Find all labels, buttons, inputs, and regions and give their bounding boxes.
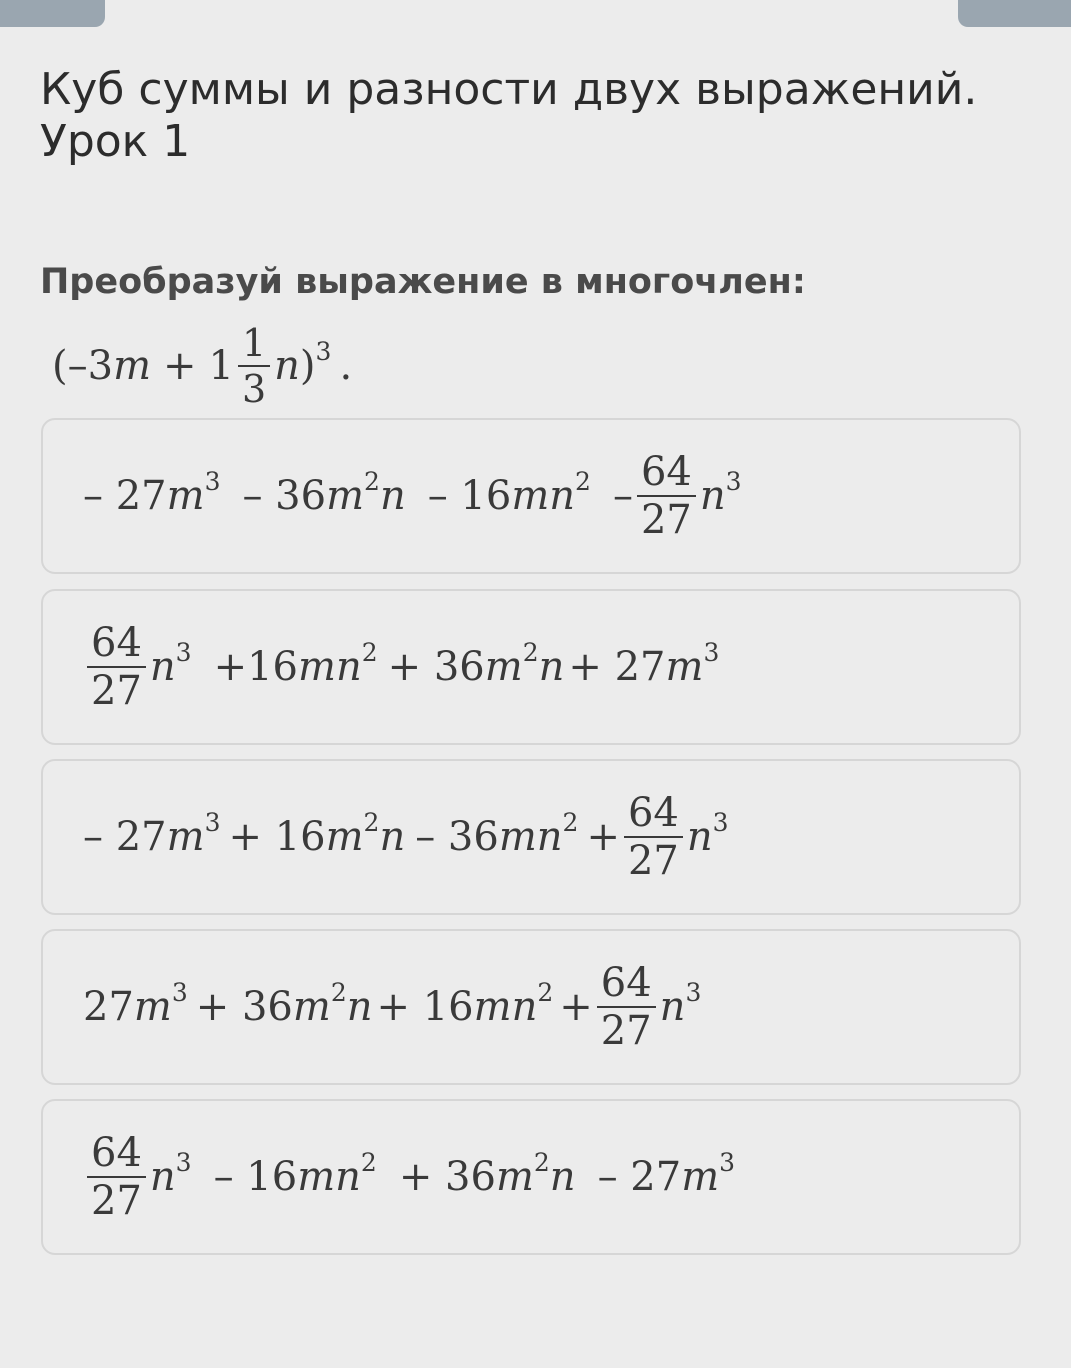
answer-option-2[interactable] — [41, 589, 1021, 745]
term-var: n — [346, 984, 373, 1030]
option-5-formula: $\frac{64}{27}$ n $^3$ – 16 m n $^2$ + 36 m $^2$ n – 27 m $^3$ — [83, 1101, 735, 1253]
term-var: m — [133, 984, 172, 1030]
term-var: n — [379, 473, 406, 519]
term-coef: – 27 — [83, 473, 167, 519]
frac-num: 64 — [91, 1130, 142, 1176]
term-coef: – 16 — [213, 1154, 298, 1200]
term-var: m — [166, 473, 205, 519]
expr-whole: 1 — [208, 343, 234, 389]
frac-den: 27 — [624, 836, 683, 881]
term-var: m — [473, 984, 512, 1030]
expr-frac-num: 1 — [241, 321, 267, 365]
top-left-tab[interactable] — [0, 0, 105, 27]
term-coef: + 16 — [228, 814, 326, 860]
term-coef: – 16 — [427, 473, 512, 519]
term-coef: – 36 — [242, 473, 327, 519]
task-expression: ( – 3 m + 1 $\frac{1}{3}$ n ) $^3$ . — [52, 321, 353, 411]
term-var: n — [379, 814, 406, 860]
expr-open-paren: ( — [52, 343, 68, 389]
term-var: m — [297, 1154, 336, 1200]
term-coef: – 36 — [415, 814, 499, 860]
option-1-formula: – 27 m $^3$ – 36 m $^2$ n – 16 m n $^2$ – $\frac{64}{27}$ n $^3$ — [83, 449, 742, 543]
expr-var-m: m — [113, 343, 151, 389]
term-var: n — [699, 473, 726, 519]
option-3-formula: – 27 m $^3$ + 16 m $^2$ n – 36 m n $^2$ + $\frac{64}{27}$ n $^3$ — [83, 790, 729, 884]
term-fraction — [87, 1130, 146, 1224]
term-coef: – 27 — [83, 814, 167, 860]
expr-minus: – — [67, 343, 88, 389]
term-coef: +16 — [213, 644, 298, 690]
term-coef: + 36 — [387, 644, 485, 690]
frac-den: 27 — [597, 1006, 656, 1051]
expr-period: . — [339, 343, 353, 389]
term-sign: – — [612, 473, 633, 519]
frac-den: 27 — [637, 495, 696, 540]
option-2-formula: $\frac{64}{27}$ n $^3$ +16 m n $^2$ + 36 m $^2$ n + 27 m $^3$ — [83, 591, 719, 743]
expr-close-paren: ) — [299, 343, 316, 389]
term-sign: + — [559, 984, 593, 1030]
term-coef: + 36 — [195, 984, 293, 1030]
expr-frac-den: 3 — [238, 365, 270, 408]
expr-coef: 3 — [87, 343, 114, 389]
term-var: m — [681, 1154, 720, 1200]
term-fraction — [87, 620, 146, 714]
frac-num: 64 — [640, 449, 692, 495]
term-coef: + 16 — [376, 984, 474, 1030]
term-var: n — [659, 984, 686, 1030]
expr-plus: + — [163, 343, 197, 389]
term-var: n — [149, 1154, 176, 1200]
term-fraction — [597, 960, 656, 1054]
frac-num: 64 — [91, 620, 142, 666]
answer-option-1[interactable] — [41, 418, 1021, 574]
term-var: n — [549, 473, 576, 519]
term-var: m — [665, 644, 704, 690]
term-sign: + — [586, 814, 620, 860]
term-var: n — [511, 984, 538, 1030]
frac-den: 27 — [87, 1176, 146, 1221]
frac-num: 64 — [627, 790, 679, 836]
frac-num: 64 — [600, 960, 652, 1006]
term-var: m — [325, 814, 364, 860]
term-var: m — [498, 814, 537, 860]
term-var: m — [166, 814, 205, 860]
term-var: m — [484, 644, 523, 690]
term-var: n — [335, 644, 362, 690]
expr-fraction — [238, 321, 270, 411]
answer-option-3[interactable] — [41, 759, 1021, 915]
term-var: n — [538, 644, 565, 690]
term-var: m — [298, 644, 336, 690]
term-var: m — [292, 984, 331, 1030]
term-coef: – 27 — [597, 1154, 682, 1200]
term-var: n — [686, 814, 713, 860]
lesson-title: Куб суммы и разности двух выражений. Урок 1 — [40, 64, 978, 167]
term-coef: + 27 — [568, 644, 666, 690]
answer-option-5[interactable] — [41, 1099, 1021, 1255]
term-coef: + 36 — [398, 1154, 496, 1200]
term-coef: 27 — [83, 984, 134, 1030]
expr-var-n: n — [274, 343, 300, 389]
term-var: m — [511, 473, 550, 519]
top-right-tab[interactable] — [958, 0, 1071, 27]
frac-den: 27 — [87, 666, 146, 711]
task-prompt: Преобразуй выражение в многочлен: — [40, 262, 806, 302]
term-var: n — [335, 1154, 361, 1200]
term-var: n — [149, 644, 176, 690]
term-fraction — [624, 790, 683, 884]
term-var: m — [495, 1154, 534, 1200]
answer-option-4[interactable] — [41, 929, 1021, 1085]
term-var: n — [549, 1154, 576, 1200]
term-fraction — [637, 449, 696, 543]
option-4-formula: 27 m $^3$ + 36 m $^2$ n + 16 m n $^2$ + $\frac{64}{27}$ n $^3$ — [83, 960, 702, 1054]
term-var: m — [326, 473, 365, 519]
term-var: n — [536, 814, 563, 860]
